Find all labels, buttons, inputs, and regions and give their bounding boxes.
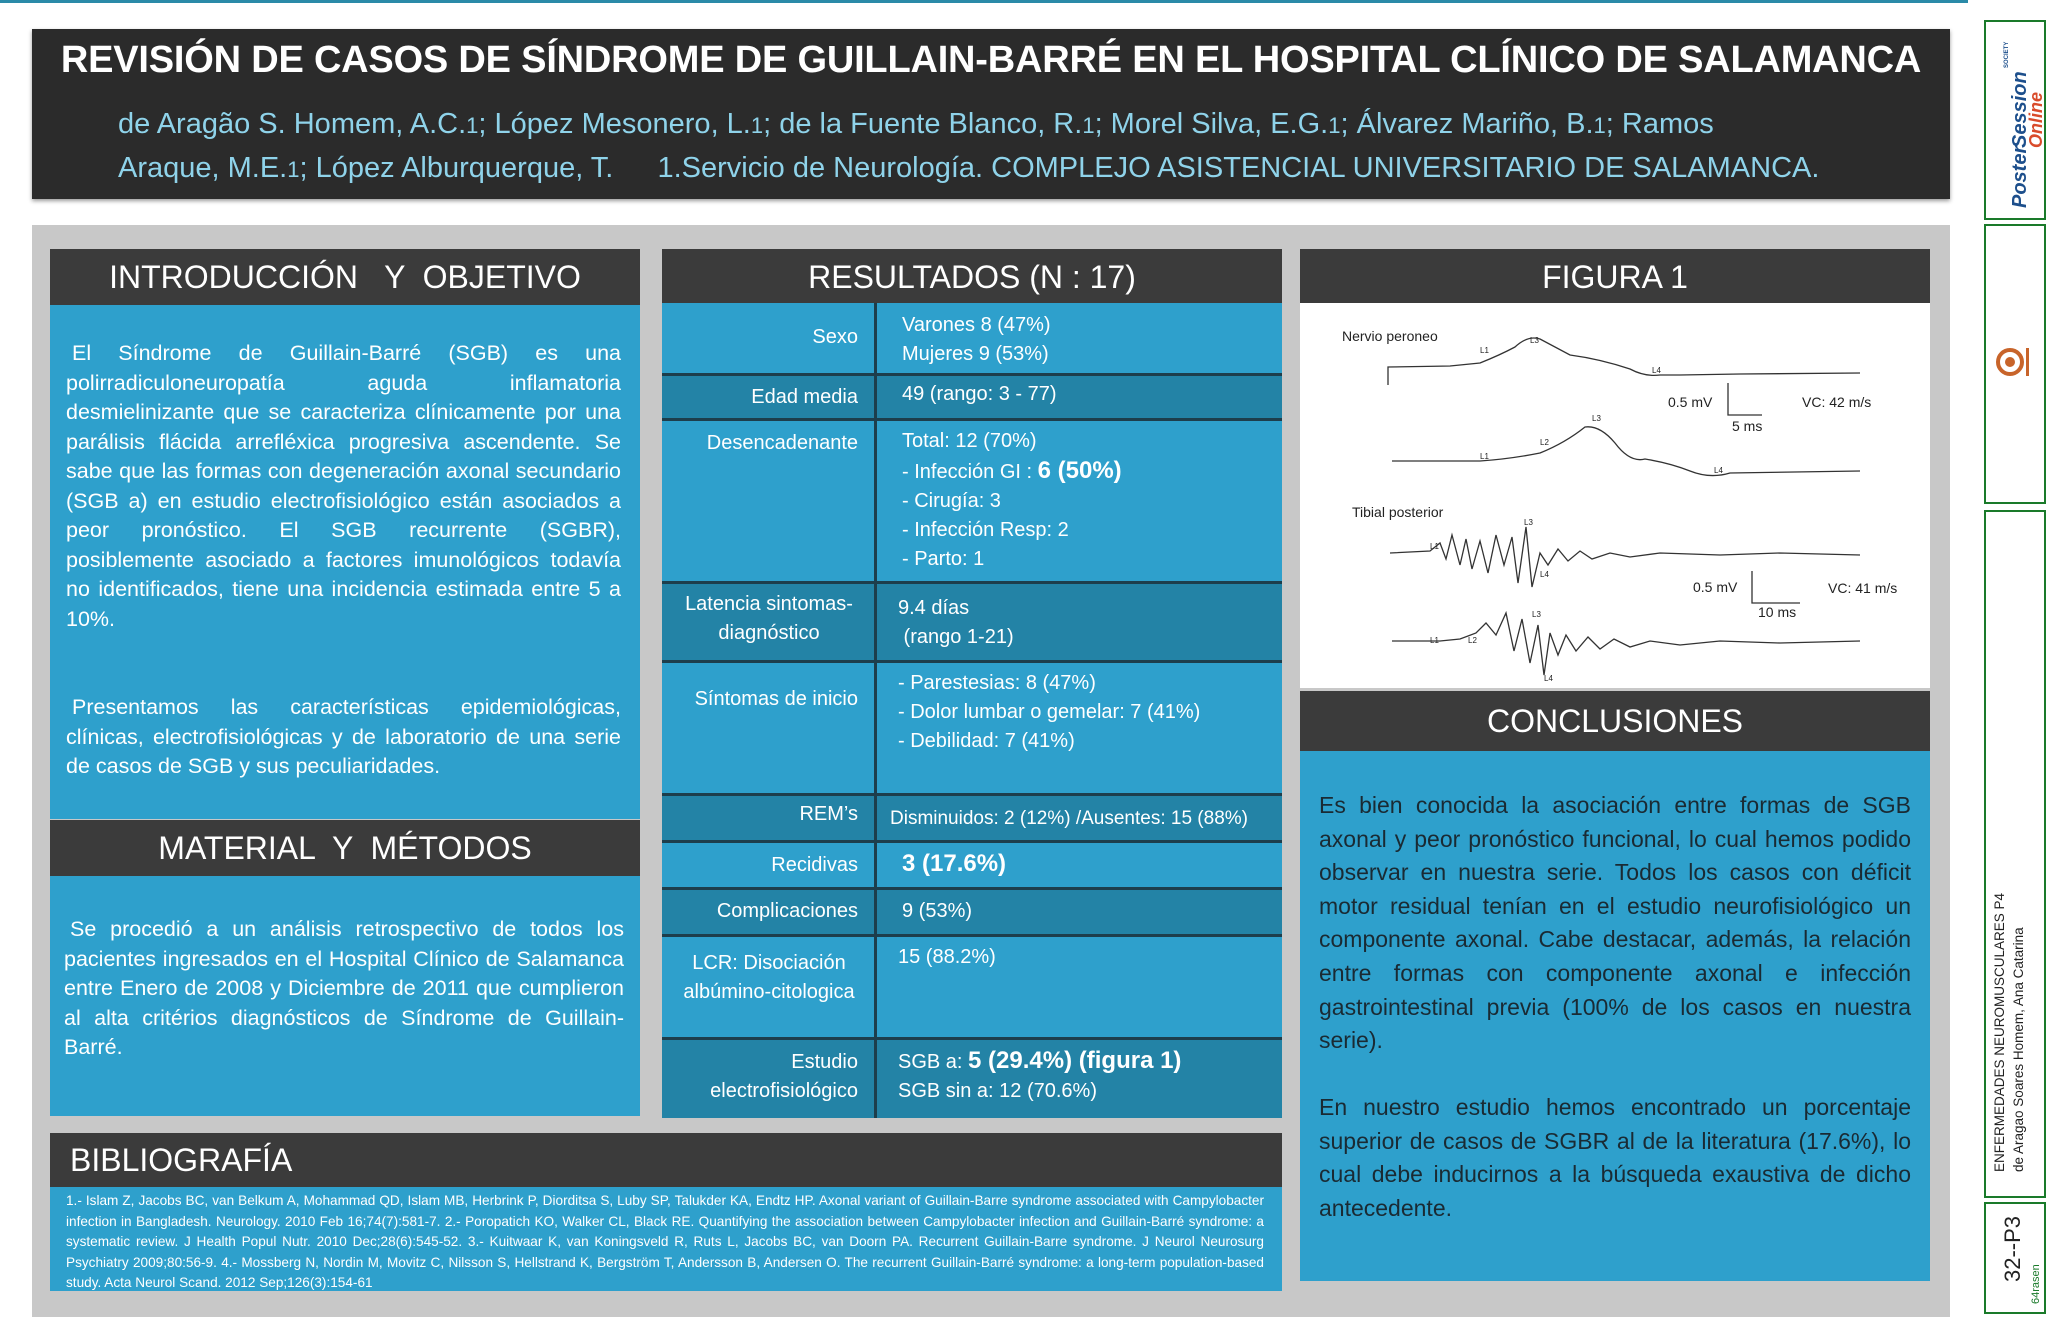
row-label: REM’s — [799, 803, 858, 825]
author-3: ; de la Fuente Blanco, R. — [763, 108, 1083, 140]
row-value: SGB a: 5 (29.4%) (figura 1) SGB sin a: 12 (70.6%) — [898, 1047, 1182, 1102]
affil-mark: 1 — [1593, 113, 1606, 138]
session-category: ENFERMEDADES NEUROMUSCULARES P4 — [1992, 892, 2007, 1172]
row-label: Desencadenante — [706, 432, 858, 454]
table-row-lcr — [662, 937, 1282, 1040]
row-label: Edad media — [751, 386, 858, 408]
scale-bar-2 — [1752, 571, 1800, 603]
poster-title: REVISIÓN DE CASOS DE SÍNDROME DE GUILLAIN-BARRÉ EN EL HOSPITAL CLÍNICO DE SALAMANCA — [60, 39, 1922, 81]
affil-mark: 1 — [1082, 113, 1095, 138]
row-value: Total: 12 (70%) - Infección GI : 6 (50%) - Cirugía: 3 - Infección Resp: 2 - Parto: 1 — [902, 430, 1122, 570]
author-7: ; López Alburquerque, T. — [299, 152, 614, 184]
row-label: Complicaciones — [716, 900, 858, 922]
poster-session-logo — [1986, 22, 2044, 218]
sidebar-footer: 64rasen — [2030, 1264, 2042, 1304]
poster-header — [32, 29, 1950, 199]
sidebar-emblem — [1984, 224, 2046, 504]
vc-1: VC: 42 m/s — [1802, 394, 1872, 410]
row-value: Disminuidos: 2 (12%) /Ausentes: 15 (88%) — [890, 808, 1248, 829]
results-heading-text: RESULTADOS (N : 17) — [808, 258, 1136, 295]
table-divider — [874, 303, 877, 1118]
category-text — [1990, 893, 2028, 1172]
table-row-desencadenante — [662, 421, 1282, 584]
affil-mark: 1 — [466, 113, 479, 138]
table-row-sexo — [662, 303, 1282, 376]
row-label: Estudio electrofisiológico — [710, 1051, 858, 1102]
marker-l4: L4 — [1714, 466, 1723, 475]
author-6-rest: Araque, M.E. — [118, 152, 288, 184]
logo-small: SOCIETY — [2004, 41, 2010, 68]
table-row-sintomas — [662, 663, 1282, 796]
figure-label-tibial: Tibial posterior — [1352, 504, 1444, 520]
intro-paragraph-2: Presentamos las características epidemiológicas, clínicas, electrofisiológicas y de laboratorio de una serie de casos de SGB y sus peculiaridades. — [66, 695, 621, 778]
figure-heading-text: FIGURA 1 — [1542, 258, 1688, 295]
affil-mark: 1 — [750, 113, 764, 138]
marker-l1: L1 — [1480, 346, 1489, 355]
emg-traces — [1300, 303, 1930, 688]
table-row-complicaciones — [662, 890, 1282, 937]
bibliography-heading — [50, 1133, 1282, 1187]
methods-heading-text: MATERIAL Y MÉTODOS — [158, 829, 532, 866]
table-row-rems — [662, 796, 1282, 843]
marker-l4: L4 — [1652, 366, 1661, 375]
conclusions-heading-text: CONCLUSIONES — [1486, 702, 1744, 739]
row-value: 9 (53%) — [902, 900, 973, 922]
row-value: - Parestesias: 8 (47%) - Dolor lumbar o gemelar: 7 (41%) - Debilidad: 7 (41%) — [898, 672, 1201, 752]
scale-mv-2: 0.5 mV — [1693, 579, 1738, 595]
figure-label-peroneo: Nervio peroneo — [1342, 328, 1438, 344]
row-label: Recidivas — [771, 854, 858, 876]
marker-l1: L1 — [1430, 542, 1439, 551]
table-row-latencia — [662, 584, 1282, 663]
affil-mark: 1 — [1328, 113, 1341, 138]
row-value: 3 (17.6%) — [902, 850, 1007, 877]
marker-l2: L2 — [1468, 636, 1477, 645]
row-value: 49 (rango: 3 - 77) — [902, 383, 1057, 405]
row-value: Varones 8 (47%) Mujeres 9 (53%) — [902, 314, 1051, 365]
intro-heading — [50, 249, 640, 305]
vc-2: VC: 41 m/s — [1828, 580, 1898, 596]
sidebar-code — [1984, 1202, 2046, 1314]
affil-mark: 1 — [287, 157, 300, 182]
logo-poster: Poster — [2009, 145, 2031, 208]
marker-l2: L2 — [1540, 438, 1549, 447]
marker-l4: L4 — [1544, 674, 1553, 683]
marker-l3: L3 — [1524, 518, 1533, 527]
results-heading — [662, 249, 1282, 305]
marker-l1: L1 — [1480, 452, 1489, 461]
logo-online: Online — [2026, 91, 2044, 148]
row-value: 9.4 días (rango 1-21) — [898, 597, 1014, 648]
author-5: ; Álvarez Mariño, B. — [1340, 108, 1594, 140]
marker-l3: L3 — [1532, 610, 1541, 619]
bibliography-text: 1.- Islam Z, Jacobs BC, van Belkum A, Mohammad QD, Islam MB, Herbrink P, Diorditsa S, Luby SP, Talukder KA, Endtz HP. Axonal variant of Guillain-Barre syndrome associated with Campylobacter infection in Bangladesh. Neurology. 2010 Feb 16;74(7):581-7. 2.- Poropatich KO, Walker CL, Black RE. Quantifying the association between Campylobacter infection and Guillain-Barré syndrome: a systematic review. J Health Popul Nutr. 2010 Dec;28(6):545-52. 3.- Kuitwaar K, van Koningsveld R, Ruts L, Jacobs BC, van Doorn PA. Recurrent Guillain-Barre syndrome. J Neurol Neurosurg Psychiatry 2009;80:56-9. 4.- Mossberg N, Nordin M, Movitz C, Nilsson S, Hellstrand K, Bergström T, Andersson B, Andersen O. The recurrent Guillain-Barré syndrome: a long-term population-based study. Acta Neurol Scand. 2012 Sep;126(3):154-61 — [66, 1193, 1264, 1290]
scale-ms-1: 5 ms — [1732, 418, 1763, 434]
intro-paragraph-1: El Síndrome de Guillain-Barré (SGB) es una polirradiculoneuropatía aguda inflamatoria desmielinizante que se caracteriza clínicamente por una parálisis flácida arrefléxica progresiva ascendente. Se sabe que las formas con degeneración axonal secundario (SGB a) en estudio electrofisiológico están asociados a peor pronóstico. El SGB recurrente (SGBR), posiblemente asociado a factores imunológicos todavía no identificados, tiene una incidencia estimada entre 5 a 10%. — [66, 341, 621, 631]
marker-l4: L4 — [1540, 570, 1549, 579]
methods-paragraph: Se procedió a un análisis retrospectivo de todos los pacientes ingresados en el Hospital Clínico de Salamanca entre Enero de 2008 y Diciembre de 2011 que cumplieron al alta critérios diagnósticos de Síndrome de Guillain-Barré. — [64, 917, 624, 1059]
table-row-recidivas — [662, 843, 1282, 890]
scale-mv-1: 0.5 mV — [1668, 394, 1713, 410]
author-1: de Aragão S. Homem, A.C. — [118, 108, 467, 140]
conclusions-heading — [1300, 691, 1930, 751]
trace-tibial-2 — [1392, 613, 1860, 675]
figure-heading — [1300, 249, 1930, 305]
author-4: ; Morel Silva, E.G. — [1094, 108, 1329, 140]
row-label: LCR: Disociación albúmino-citologica — [683, 952, 855, 1003]
table-row-estudio — [662, 1040, 1282, 1118]
row-label: Sexo — [812, 326, 858, 348]
intro-heading-text: INTRODUCCIÓN Y OBJETIVO — [109, 258, 581, 295]
author-6-part: ; Ramos — [1605, 108, 1714, 140]
scale-bar-1 — [1728, 383, 1762, 415]
poster-code: 32--P3 — [2000, 1215, 2025, 1282]
row-label: Latencia sintomas- diagnóstico — [685, 593, 853, 644]
row-label: Síntomas de inicio — [694, 688, 858, 710]
methods-heading — [50, 820, 640, 876]
table-row-edad — [662, 376, 1282, 421]
figure-1 — [1300, 303, 1930, 688]
scale-ms-2: 10 ms — [1758, 604, 1797, 620]
affiliation: 1.Servicio de Neurología. COMPLEJO ASISTENCIAL UNIVERSITARIO DE SALAMANCA. — [657, 152, 1820, 184]
conclusions-paragraph-2: En nuestro estudio hemos encontrado un porcentaje superior de casos de SGBR al de la literatura (17.6%), lo cual debe inducirnos a la búsqueda exaustiva de dicho antecedente. — [1319, 1094, 1911, 1221]
marker-l3: L3 — [1530, 336, 1539, 345]
session-author: de Aragao Soares Homem, Ana Catarina — [2011, 927, 2026, 1172]
trace-peroneo-2 — [1392, 427, 1860, 476]
marker-l1: L1 — [1430, 636, 1439, 645]
logo-session: Session — [2009, 71, 2031, 148]
author-2: ; López Mesonero, L. — [478, 108, 751, 140]
authors — [118, 103, 1898, 191]
bibliography-heading-text: BIBLIOGRAFÍA — [70, 1141, 293, 1178]
society-emblem-icon — [1986, 226, 2044, 502]
sidebar-logo — [1984, 20, 2046, 220]
trace-tibial-1 — [1390, 527, 1860, 587]
sidebar-category — [1984, 510, 2046, 1198]
trace-peroneo-1 — [1388, 338, 1860, 385]
conclusions-paragraph-1: Es bien conocida la asociación entre formas de SGB axonal y peor pronóstico funcional, lo cual hemos podido observar en nuestra serie. Todos los casos con déficit motor residual tenían en el estudio neurofisiológico un componente axonal. Cabe destacar, además, la relación entre formas con componente axonal e infección gastrointestinal previa (100% de los casos en nuestra serie). — [1319, 792, 1911, 1054]
marker-l3: L3 — [1592, 414, 1601, 423]
row-value: 15 (88.2%) — [898, 946, 996, 968]
